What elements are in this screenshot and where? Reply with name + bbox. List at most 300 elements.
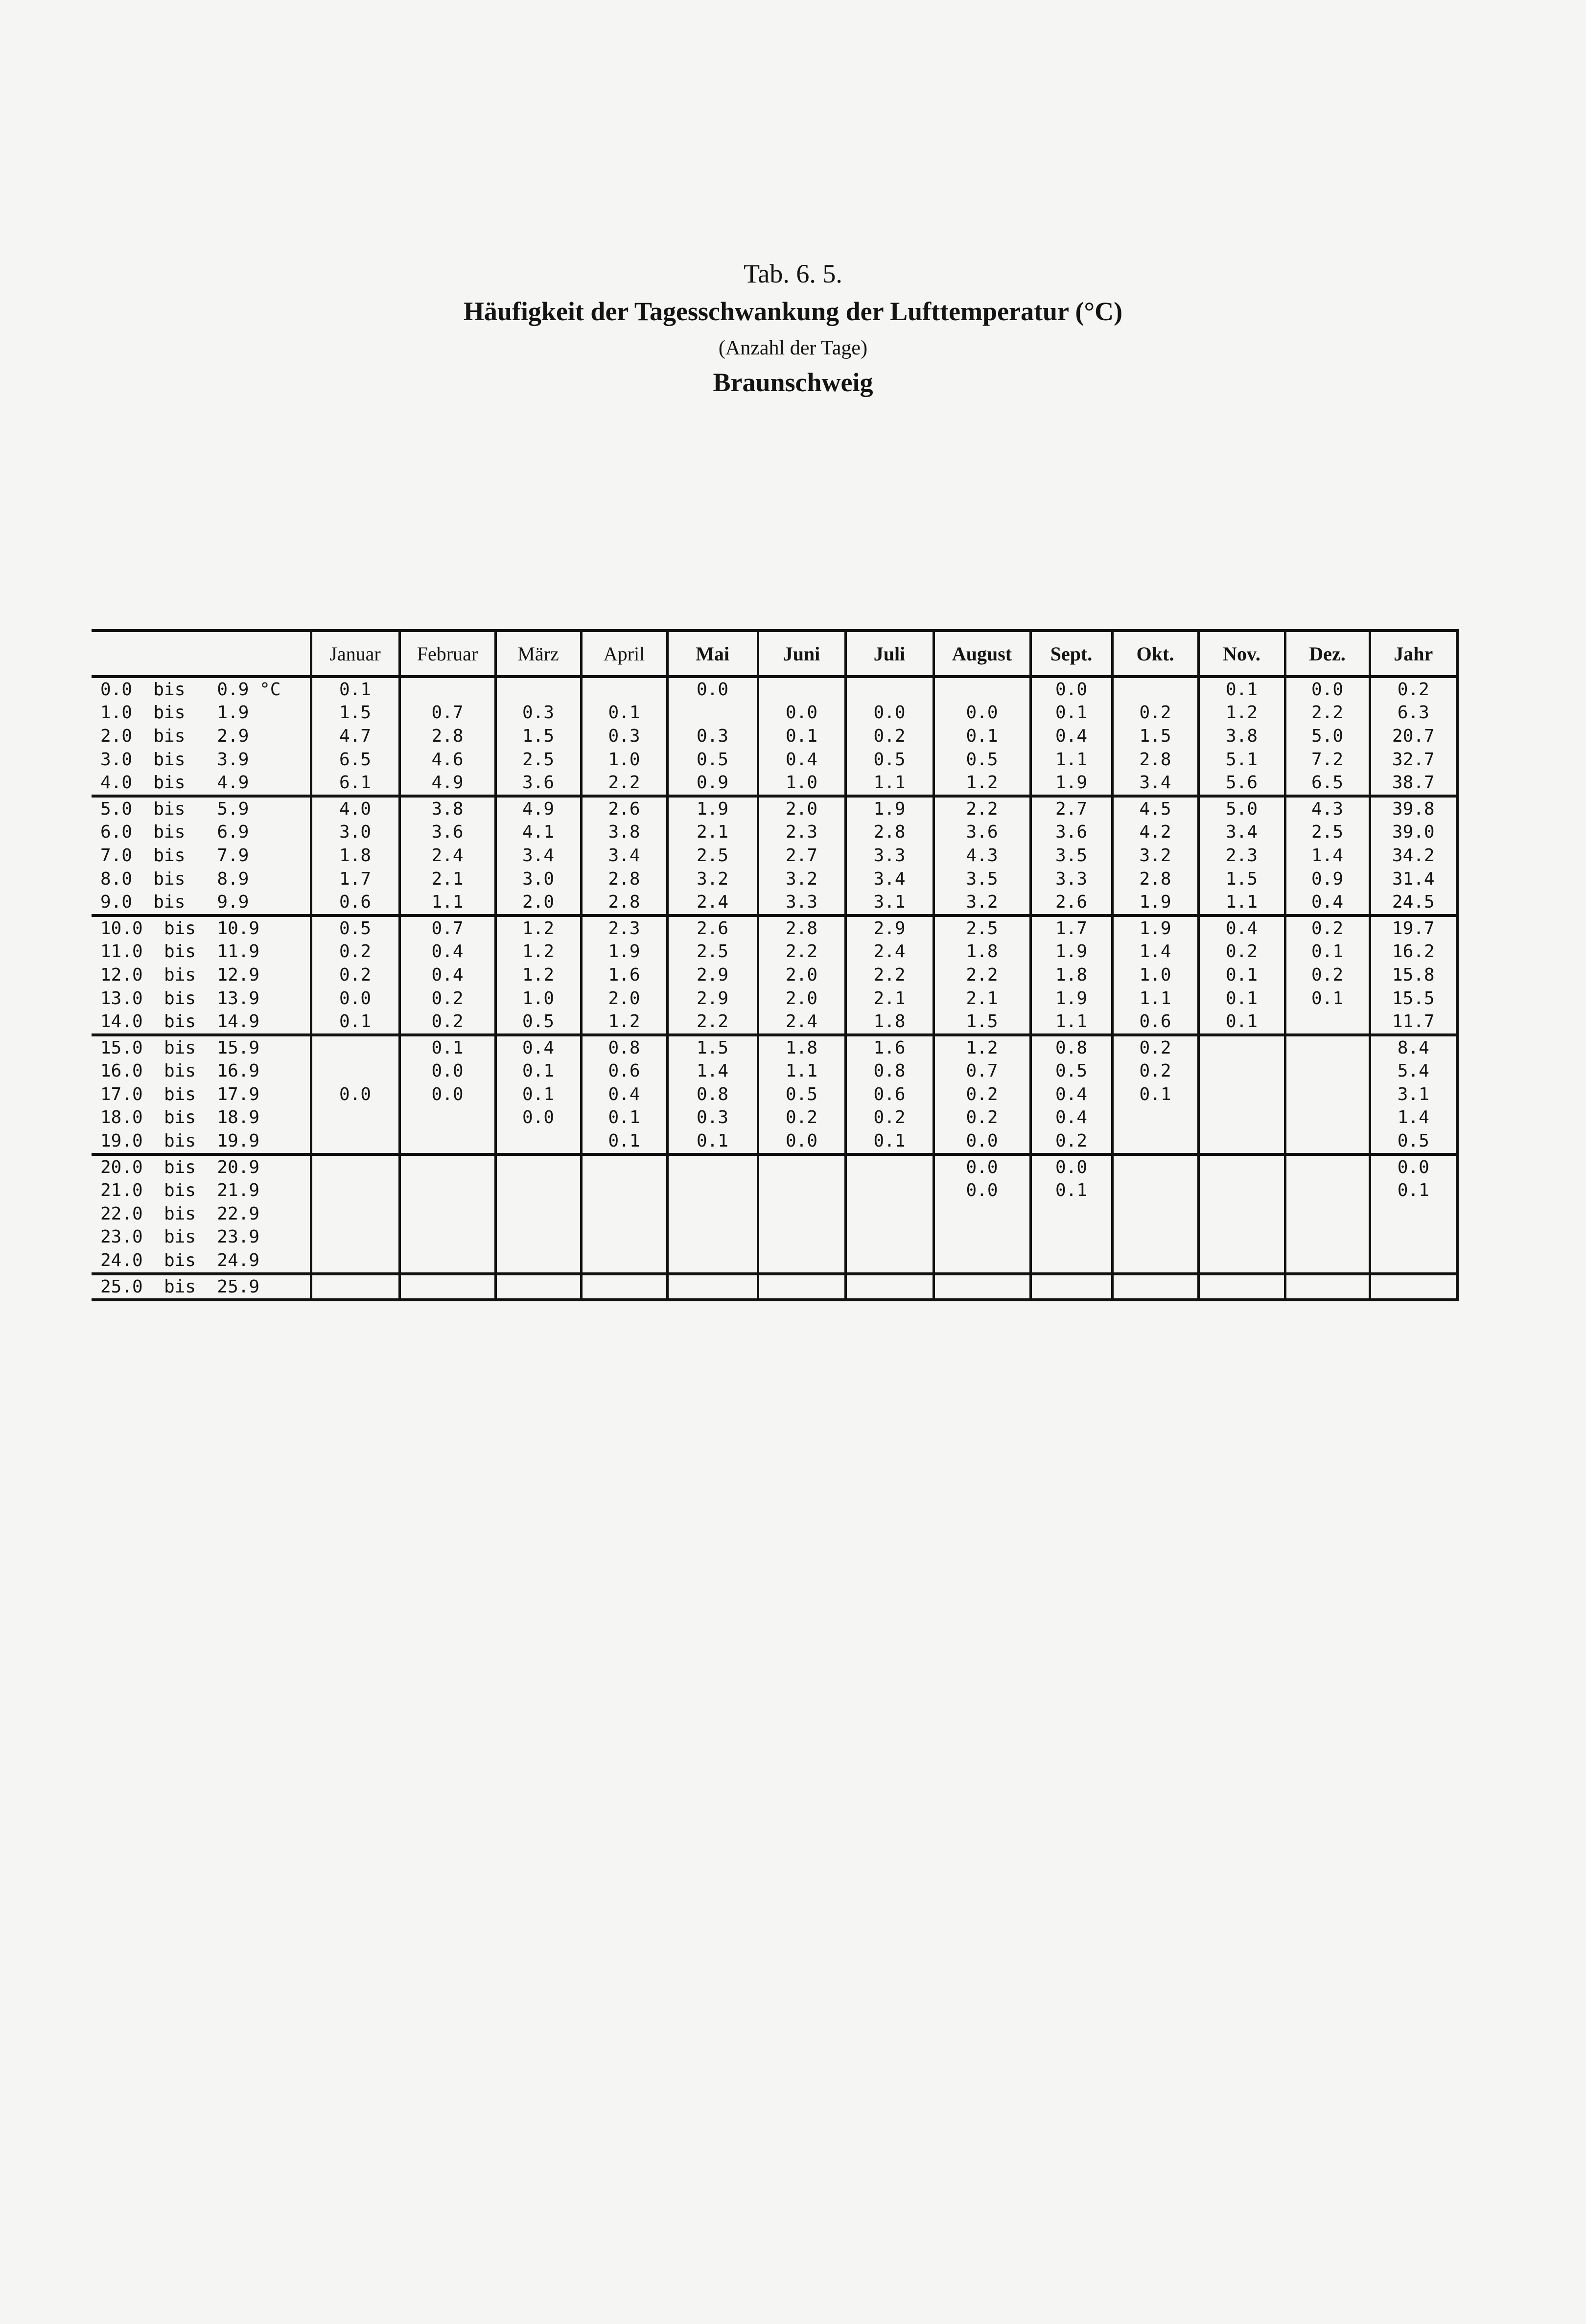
column-header: Nov.	[1198, 631, 1285, 677]
value-cell	[667, 1202, 758, 1226]
range-cell: 23.0 bis 23.9	[100, 1227, 260, 1247]
value-cell: 2.6	[581, 796, 667, 821]
value-cell	[1112, 1179, 1198, 1202]
value-cell: 1.4	[1112, 940, 1198, 964]
value-cell	[1112, 1202, 1198, 1226]
value-cell: 0.4	[581, 1083, 667, 1106]
value-cell: 0.1	[667, 1129, 758, 1154]
value-cell: 6.3	[1370, 702, 1457, 725]
value-cell: 1.4	[667, 1060, 758, 1083]
value-cell	[758, 1179, 845, 1202]
value-cell	[1198, 1154, 1285, 1179]
value-cell: 1.8	[933, 940, 1030, 964]
range-cell: 1.0 bis 1.9	[100, 703, 249, 723]
value-cell: 1.2	[933, 1035, 1030, 1060]
value-cell: 0.8	[667, 1083, 758, 1106]
value-cell: 0.2	[1112, 1035, 1198, 1060]
column-header: März	[495, 631, 581, 677]
value-cell: 0.4	[399, 940, 495, 964]
value-cell: 0.1	[1285, 987, 1370, 1010]
table-row	[92, 868, 1457, 891]
value-cell: 0.4	[1030, 725, 1112, 748]
range-cell: 6.0 bis 6.9	[100, 822, 249, 843]
value-cell: 0.1	[495, 1060, 581, 1083]
value-cell	[495, 1249, 581, 1274]
value-cell: 3.3	[845, 844, 933, 868]
table-row	[92, 748, 1457, 772]
value-cell: 0.3	[581, 725, 667, 748]
value-cell	[1285, 1179, 1370, 1202]
value-cell: 3.0	[311, 821, 399, 845]
value-cell	[1112, 1106, 1198, 1130]
value-cell	[758, 1274, 845, 1300]
value-cell: 2.5	[667, 844, 758, 868]
value-cell: 3.5	[933, 868, 1030, 891]
value-cell	[1030, 1226, 1112, 1249]
value-cell: 2.4	[845, 940, 933, 964]
value-cell	[1030, 1274, 1112, 1300]
value-cell: 2.8	[758, 916, 845, 940]
value-cell: 0.4	[758, 748, 845, 772]
value-cell: 3.4	[495, 844, 581, 868]
value-cell: 5.0	[1285, 725, 1370, 748]
value-cell: 1.9	[581, 940, 667, 964]
value-cell: 1.2	[495, 916, 581, 940]
table-row	[92, 702, 1457, 725]
value-cell: 6.5	[1285, 771, 1370, 796]
table-row	[92, 916, 1457, 940]
value-cell	[311, 1249, 399, 1274]
value-cell: 1.0	[1112, 963, 1198, 987]
value-cell: 0.5	[495, 1010, 581, 1035]
value-cell: 1.0	[581, 748, 667, 772]
value-cell: 2.4	[399, 844, 495, 868]
value-cell: 2.1	[933, 987, 1030, 1010]
value-cell: 8.4	[1370, 1035, 1457, 1060]
value-cell: 2.8	[581, 868, 667, 891]
value-cell: 2.1	[399, 868, 495, 891]
value-cell: 0.2	[933, 1083, 1030, 1106]
value-cell: 5.6	[1198, 771, 1285, 796]
value-cell: 0.5	[1030, 1060, 1112, 1083]
value-cell: 1.5	[495, 725, 581, 748]
value-cell	[845, 1274, 933, 1300]
value-cell: 0.4	[1030, 1083, 1112, 1106]
value-cell: 0.9	[667, 771, 758, 796]
table-row	[92, 891, 1457, 916]
value-cell: 1.0	[495, 987, 581, 1010]
range-cell: 8.0 bis 8.9	[100, 869, 249, 889]
value-cell	[1370, 1249, 1457, 1274]
range-cell: 11.0 bis 11.9	[100, 941, 260, 962]
value-cell	[845, 1202, 933, 1226]
value-cell: 0.1	[311, 1010, 399, 1035]
table-row	[92, 1060, 1457, 1083]
value-cell: 1.9	[845, 796, 933, 821]
value-cell	[845, 677, 933, 702]
value-cell: 4.3	[933, 844, 1030, 868]
value-cell	[1198, 1202, 1285, 1226]
value-cell	[1285, 1010, 1370, 1035]
value-cell	[311, 1129, 399, 1154]
value-cell	[1285, 1060, 1370, 1083]
value-cell: 0.0	[1030, 1154, 1112, 1179]
value-cell: 0.0	[758, 1129, 845, 1154]
value-cell: 0.2	[1198, 940, 1285, 964]
value-cell: 0.3	[667, 725, 758, 748]
value-cell: 0.2	[845, 1106, 933, 1130]
value-cell: 1.9	[1112, 916, 1198, 940]
value-cell: 1.7	[1030, 916, 1112, 940]
table-body	[92, 677, 1457, 1300]
value-cell: 0.2	[399, 987, 495, 1010]
value-cell	[311, 1274, 399, 1300]
value-cell: 0.6	[1112, 1010, 1198, 1035]
value-cell: 2.5	[933, 916, 1030, 940]
range-cell: 15.0 bis 15.9	[92, 1035, 311, 1060]
value-cell: 0.2	[399, 1010, 495, 1035]
value-cell	[581, 1274, 667, 1300]
table-row	[92, 1035, 1457, 1060]
value-cell: 3.4	[581, 844, 667, 868]
value-cell	[1285, 1249, 1370, 1274]
value-cell: 0.8	[845, 1060, 933, 1083]
value-cell: 3.3	[758, 891, 845, 916]
value-cell: 0.2	[311, 963, 399, 987]
value-cell	[399, 1249, 495, 1274]
value-cell: 3.6	[495, 771, 581, 796]
column-header: Jahr	[1370, 631, 1457, 677]
table-row	[92, 963, 1457, 987]
value-cell: 6.1	[311, 771, 399, 796]
value-cell: 2.0	[758, 987, 845, 1010]
value-cell: 3.4	[1198, 821, 1285, 845]
value-cell: 3.6	[399, 821, 495, 845]
table-title: Häufigkeit der Tagesschwankung der Lufttemperatur (°C)	[463, 297, 1123, 326]
value-cell	[758, 1202, 845, 1226]
value-cell: 0.4	[1285, 891, 1370, 916]
value-cell: 1.1	[1030, 1010, 1112, 1035]
value-cell	[581, 1226, 667, 1249]
table-row	[92, 844, 1457, 868]
value-cell: 3.4	[845, 868, 933, 891]
table-row	[92, 1154, 1457, 1179]
frequency-table	[92, 629, 1459, 1301]
value-cell: 1.1	[758, 1060, 845, 1083]
value-cell: 0.5	[667, 748, 758, 772]
value-cell	[933, 1249, 1030, 1274]
value-cell: 3.8	[1198, 725, 1285, 748]
range-cell: 21.0 bis 21.9	[100, 1180, 260, 1201]
column-header: Juni	[758, 631, 845, 677]
value-cell	[495, 1202, 581, 1226]
value-cell	[311, 1179, 399, 1202]
range-cell: 25.0 bis 25.9	[92, 1274, 311, 1300]
value-cell: 3.2	[933, 891, 1030, 916]
value-cell: 2.2	[1285, 702, 1370, 725]
value-cell	[1112, 1154, 1198, 1179]
value-cell: 1.7	[311, 868, 399, 891]
range-cell: 12.0 bis 12.9	[100, 964, 260, 985]
value-cell: 0.1	[399, 1035, 495, 1060]
value-cell: 0.0	[667, 677, 758, 702]
value-cell: 2.1	[845, 987, 933, 1010]
value-cell: 1.8	[311, 844, 399, 868]
value-cell	[1285, 1106, 1370, 1130]
value-cell: 2.3	[758, 821, 845, 845]
value-cell: 0.1	[1030, 1179, 1112, 1202]
column-header: Sept.	[1030, 631, 1112, 677]
value-cell: 2.2	[758, 940, 845, 964]
value-cell: 2.4	[667, 891, 758, 916]
value-cell: 2.8	[1112, 748, 1198, 772]
value-cell: 0.2	[845, 725, 933, 748]
range-cell: 22.0 bis 22.9	[100, 1203, 260, 1224]
value-cell	[1198, 1249, 1285, 1274]
value-cell: 2.3	[581, 916, 667, 940]
value-cell: 3.8	[399, 796, 495, 821]
value-cell: 0.3	[495, 702, 581, 725]
table-row	[92, 677, 1457, 702]
value-cell: 0.5	[933, 748, 1030, 772]
value-cell	[495, 1129, 581, 1154]
value-cell	[845, 1154, 933, 1179]
value-cell: 3.1	[1370, 1083, 1457, 1106]
value-cell	[1370, 1202, 1457, 1226]
value-cell: 16.2	[1370, 940, 1457, 964]
value-cell: 0.0	[1285, 677, 1370, 702]
table-row	[92, 1179, 1457, 1202]
value-cell	[399, 1202, 495, 1226]
value-cell: 1.2	[1198, 702, 1285, 725]
value-cell: 5.1	[1198, 748, 1285, 772]
value-cell	[1112, 1129, 1198, 1154]
value-cell: 0.0	[758, 702, 845, 725]
value-cell	[667, 1179, 758, 1202]
value-cell: 2.1	[667, 821, 758, 845]
value-cell: 2.7	[758, 844, 845, 868]
value-cell: 0.0	[399, 1060, 495, 1083]
value-cell: 0.0	[1370, 1154, 1457, 1179]
value-cell: 0.3	[667, 1106, 758, 1130]
value-cell	[399, 1129, 495, 1154]
value-cell: 0.8	[1030, 1035, 1112, 1060]
value-cell	[933, 677, 1030, 702]
value-cell: 0.1	[581, 1106, 667, 1130]
value-cell: 2.9	[667, 963, 758, 987]
value-cell	[311, 1106, 399, 1130]
value-cell: 2.2	[667, 1010, 758, 1035]
value-cell	[581, 1179, 667, 1202]
value-cell: 4.2	[1112, 821, 1198, 845]
table-row	[92, 1249, 1457, 1274]
value-cell	[1198, 1035, 1285, 1060]
value-cell: 15.8	[1370, 963, 1457, 987]
value-cell: 4.0	[311, 796, 399, 821]
value-cell	[311, 1035, 399, 1060]
value-cell: 1.8	[1030, 963, 1112, 987]
value-cell	[1198, 1106, 1285, 1130]
value-cell: 7.2	[1285, 748, 1370, 772]
value-cell: 2.3	[1198, 844, 1285, 868]
station-name: Braunschweig	[713, 368, 873, 397]
table-row	[92, 821, 1457, 845]
value-cell: 2.6	[1030, 891, 1112, 916]
value-cell: 2.9	[845, 916, 933, 940]
value-cell: 1.2	[495, 963, 581, 987]
value-cell	[399, 1226, 495, 1249]
value-cell: 1.0	[758, 771, 845, 796]
value-cell: 0.0	[1030, 677, 1112, 702]
range-cell: 14.0 bis 14.9	[100, 1011, 260, 1032]
table-subtitle: (Anzahl der Tage)	[718, 337, 868, 359]
value-cell: 1.8	[758, 1035, 845, 1060]
range-cell: 17.0 bis 17.9	[100, 1084, 260, 1104]
value-cell: 1.1	[1030, 748, 1112, 772]
column-header: April	[581, 631, 667, 677]
value-cell: 1.5	[1112, 725, 1198, 748]
value-cell	[758, 1154, 845, 1179]
value-cell: 1.1	[845, 771, 933, 796]
range-cell: 3.0 bis 3.9	[100, 749, 249, 770]
range-cell: 0.0 bis 0.9 °C	[100, 679, 281, 700]
value-cell: 3.8	[581, 821, 667, 845]
value-cell: 0.1	[933, 725, 1030, 748]
table-row	[92, 1010, 1457, 1035]
value-cell: 11.7	[1370, 1010, 1457, 1035]
value-cell: 0.1	[758, 725, 845, 748]
value-cell: 0.7	[399, 702, 495, 725]
value-cell: 1.2	[495, 940, 581, 964]
header-row	[92, 631, 1457, 677]
value-cell	[845, 1249, 933, 1274]
value-cell	[1198, 1274, 1285, 1300]
value-cell: 0.5	[845, 748, 933, 772]
value-cell: 0.4	[1198, 916, 1285, 940]
value-cell	[399, 1179, 495, 1202]
value-cell	[1030, 1202, 1112, 1226]
value-cell	[845, 1226, 933, 1249]
value-cell: 0.0	[845, 702, 933, 725]
value-cell	[667, 1249, 758, 1274]
value-cell: 0.1	[1198, 1010, 1285, 1035]
table-row	[92, 1129, 1457, 1154]
value-cell: 2.5	[1285, 821, 1370, 845]
value-cell: 1.5	[933, 1010, 1030, 1035]
value-cell	[311, 1226, 399, 1249]
value-cell: 1.9	[1112, 891, 1198, 916]
value-cell	[1112, 1226, 1198, 1249]
value-cell: 2.5	[667, 940, 758, 964]
value-cell: 2.0	[581, 987, 667, 1010]
column-header: Juli	[845, 631, 933, 677]
column-header: Okt.	[1112, 631, 1198, 677]
value-cell: 0.1	[1198, 987, 1285, 1010]
range-cell: 7.0 bis 7.9	[100, 845, 249, 866]
value-cell: 4.9	[399, 771, 495, 796]
value-cell	[758, 1226, 845, 1249]
value-cell: 2.8	[1112, 868, 1198, 891]
value-cell: 1.1	[399, 891, 495, 916]
value-cell: 0.2	[1112, 702, 1198, 725]
value-cell: 2.8	[581, 891, 667, 916]
value-cell: 2.9	[667, 987, 758, 1010]
column-header: Februar	[399, 631, 495, 677]
value-cell: 0.7	[399, 916, 495, 940]
value-cell: 1.5	[1198, 868, 1285, 891]
value-cell: 2.6	[667, 916, 758, 940]
value-cell: 0.5	[758, 1083, 845, 1106]
value-cell: 2.8	[845, 821, 933, 845]
range-cell: 16.0 bis 16.9	[100, 1061, 260, 1081]
value-cell	[495, 1154, 581, 1179]
value-cell	[581, 677, 667, 702]
value-cell	[1198, 1226, 1285, 1249]
table-row	[92, 771, 1457, 796]
value-cell	[758, 677, 845, 702]
value-cell: 1.6	[581, 963, 667, 987]
value-cell: 3.6	[933, 821, 1030, 845]
value-cell: 0.1	[1112, 1083, 1198, 1106]
value-cell	[845, 1179, 933, 1202]
value-cell	[311, 1202, 399, 1226]
value-cell: 0.5	[1370, 1129, 1457, 1154]
value-cell	[667, 702, 758, 725]
value-cell: 1.1	[1198, 891, 1285, 916]
value-cell: 3.0	[495, 868, 581, 891]
value-cell: 1.1	[1112, 987, 1198, 1010]
value-cell: 4.6	[399, 748, 495, 772]
table-row	[92, 1083, 1457, 1106]
value-cell: 0.1	[1030, 702, 1112, 725]
value-cell	[495, 1179, 581, 1202]
value-cell	[1112, 1274, 1198, 1300]
table-row	[92, 987, 1457, 1010]
value-cell: 0.1	[311, 677, 399, 702]
value-cell: 0.7	[933, 1060, 1030, 1083]
value-cell	[1285, 1154, 1370, 1179]
value-cell: 3.5	[1030, 844, 1112, 868]
range-cell: 10.0 bis 10.9	[92, 916, 311, 940]
value-cell: 34.2	[1370, 844, 1457, 868]
value-cell	[1198, 1179, 1285, 1202]
value-cell: 0.5	[311, 916, 399, 940]
value-cell: 0.0	[933, 702, 1030, 725]
value-cell	[667, 1274, 758, 1300]
value-cell	[1198, 1083, 1285, 1106]
value-cell: 0.4	[1030, 1106, 1112, 1130]
value-cell: 0.2	[1370, 677, 1457, 702]
table-row	[92, 1274, 1457, 1300]
value-cell: 1.9	[667, 796, 758, 821]
value-cell: 4.3	[1285, 796, 1370, 821]
value-cell: 0.1	[1198, 677, 1285, 702]
value-cell: 31.4	[1370, 868, 1457, 891]
value-cell: 32.7	[1370, 748, 1457, 772]
range-cell: 19.0 bis 19.9	[100, 1131, 260, 1151]
value-cell: 0.6	[311, 891, 399, 916]
value-cell: 19.7	[1370, 916, 1457, 940]
value-cell	[933, 1226, 1030, 1249]
value-cell: 3.4	[1112, 771, 1198, 796]
value-cell: 38.7	[1370, 771, 1457, 796]
value-cell	[1285, 1129, 1370, 1154]
value-cell	[399, 677, 495, 702]
value-cell: 2.2	[581, 771, 667, 796]
value-cell: 0.1	[1198, 963, 1285, 987]
value-cell: 3.6	[1030, 821, 1112, 845]
value-cell: 2.0	[758, 796, 845, 821]
